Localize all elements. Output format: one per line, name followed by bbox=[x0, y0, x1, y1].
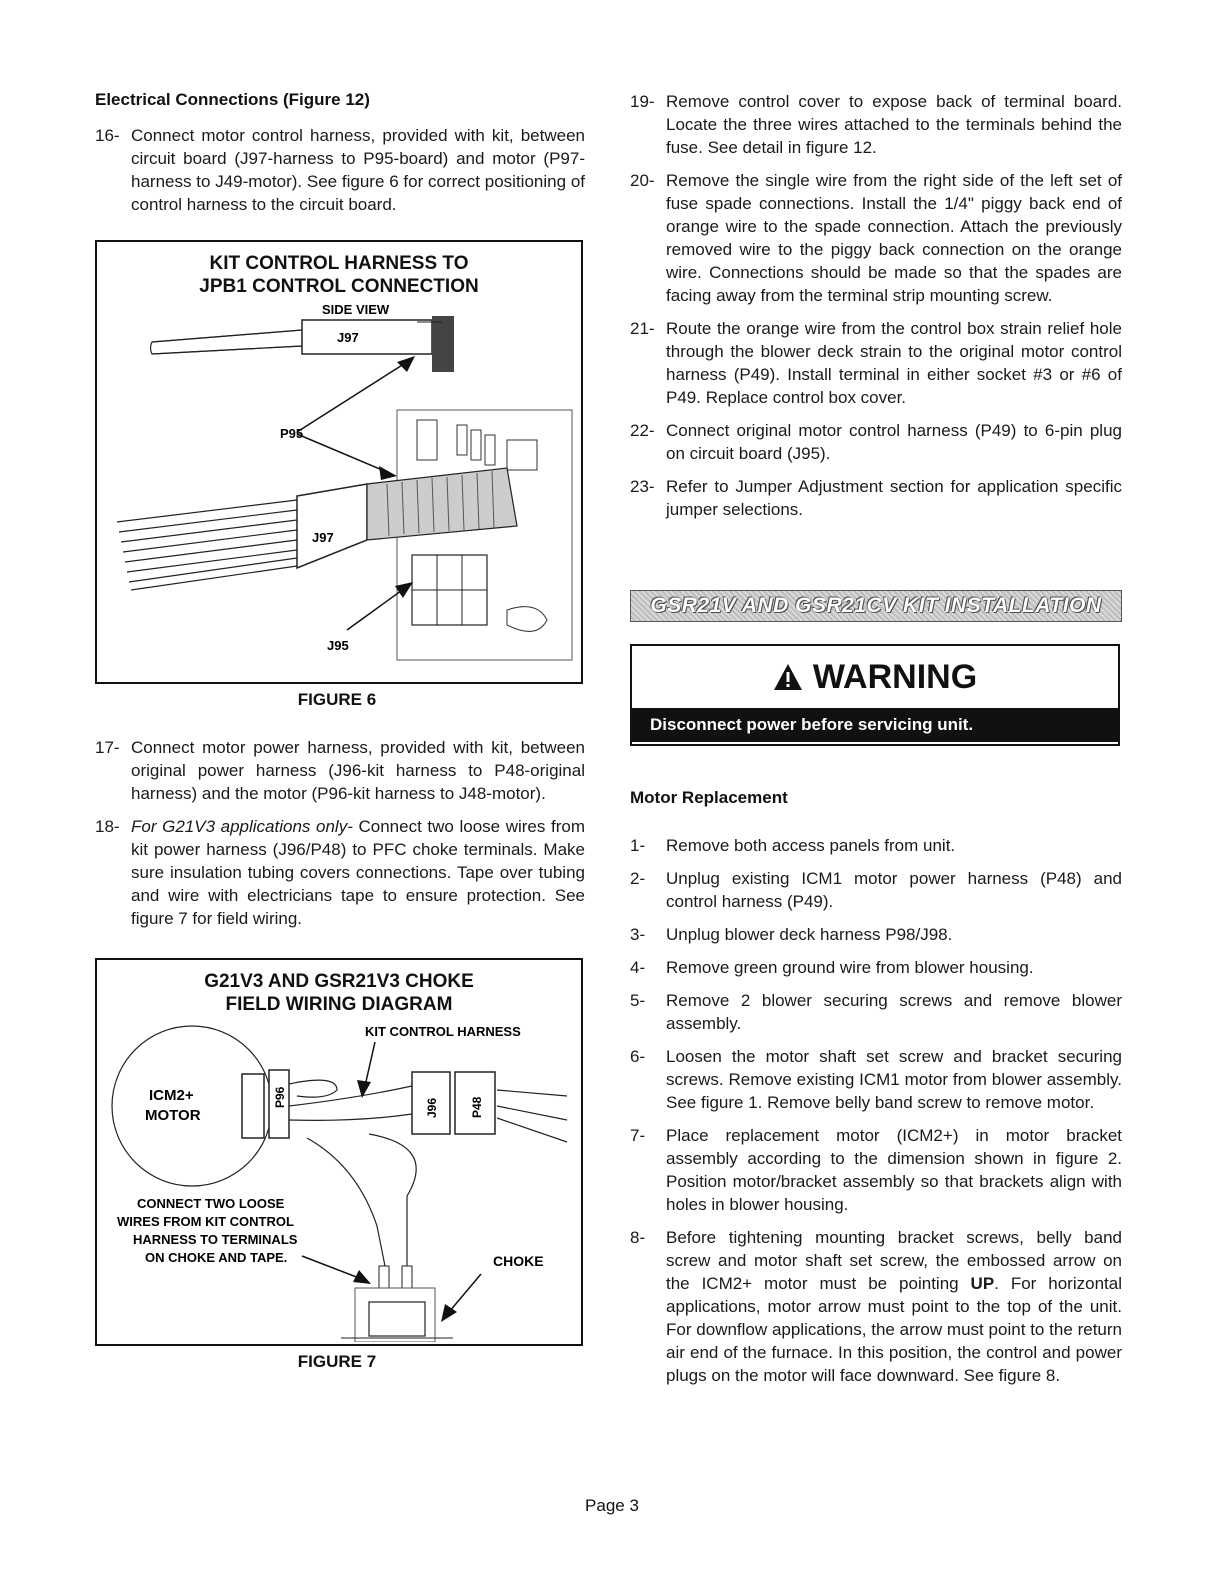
step-number: 21- bbox=[630, 319, 655, 338]
motor-step-5 bbox=[630, 989, 1122, 1035]
step-text: Connect motor control harness, provided with kit, between circuit board (J97-harness to P95-board) and motor (P97-harness to J49-motor). See figure 6 for correct positioning of control harness to the circuit board. bbox=[131, 126, 585, 214]
step-text bbox=[666, 1226, 1122, 1387]
arrow-to-board bbox=[379, 466, 397, 480]
kit-installation-banner bbox=[630, 590, 1122, 622]
step-text: Remove green ground wire from blower housing. bbox=[666, 958, 1034, 977]
side-view-connector bbox=[302, 320, 432, 354]
j96-label: J96 bbox=[425, 1097, 439, 1118]
motor-step-3 bbox=[630, 923, 1122, 946]
figure-7-title bbox=[97, 970, 581, 1016]
figure-6-illustration bbox=[97, 300, 581, 680]
choke-label: CHOKE bbox=[493, 1253, 544, 1269]
note-line3: HARNESS TO TERMINALS bbox=[133, 1232, 298, 1247]
step-20 bbox=[630, 169, 1122, 307]
motor-replacement-section bbox=[630, 788, 1122, 1397]
step-number: 3- bbox=[630, 925, 646, 944]
step-number: 2- bbox=[630, 869, 646, 888]
motor-step-8 bbox=[630, 1226, 1122, 1387]
motor-step-2 bbox=[630, 867, 1122, 913]
step-text: Remove control cover to expose back of terminal board. Locate the three wires attached to the terminals behind the fuse. See detail in figure 12. bbox=[666, 92, 1122, 157]
step-number: 4- bbox=[630, 958, 646, 977]
step-text: Place replacement motor (ICM2+) in motor bracket assembly according to the dimension shown in figure 2. Position motor/bracket assembly so that brackets align with holes in blower housing. bbox=[666, 1126, 1122, 1214]
step-number: 16- bbox=[95, 126, 120, 145]
step-text bbox=[131, 815, 585, 930]
motor-replacement-heading: Motor Replacement bbox=[630, 788, 788, 807]
arrow-to-choke bbox=[441, 1304, 457, 1322]
figure-6-title bbox=[97, 252, 581, 298]
board-header bbox=[367, 468, 517, 540]
banner-text: GSR21V AND GSR21CV KIT INSTALLATION bbox=[650, 594, 1102, 617]
step-22 bbox=[630, 419, 1122, 465]
step-18 bbox=[95, 815, 585, 930]
step-17 bbox=[95, 736, 585, 805]
step-number: 18- bbox=[95, 817, 120, 836]
step-number: 1- bbox=[630, 836, 646, 855]
figure-7-illustration bbox=[97, 1016, 581, 1342]
warning-box bbox=[630, 644, 1120, 746]
choke-note bbox=[117, 1196, 298, 1265]
step-8-part-b: . For horizontal applications, motor arrow must point to the top of the unit. For downflow applications, the arrow must point to the return air end of the furnace. In this position, the control and power plugs on the motor will face downward. See figure 8. bbox=[666, 1274, 1122, 1385]
figure-6-title-line1: KIT CONTROL HARNESS TO bbox=[209, 253, 469, 274]
step-text: Route the orange wire from the control box strain relief hole through the blower deck strain to the original motor control harness (P49). Install terminal in either socket #3 or #6 of P49. Replace control box cover. bbox=[666, 319, 1122, 407]
p48-label: P48 bbox=[470, 1096, 484, 1118]
step-number: 6- bbox=[630, 1047, 646, 1066]
note-line4: ON CHOKE AND TAPE. bbox=[145, 1250, 288, 1265]
ribbon-cable bbox=[117, 500, 297, 590]
note-line1: CONNECT TWO LOOSE bbox=[137, 1196, 285, 1211]
step-number: 19- bbox=[630, 92, 655, 111]
step-number: 17- bbox=[95, 738, 120, 757]
board-standoff bbox=[507, 607, 547, 632]
p95-label: P95 bbox=[280, 426, 304, 441]
warning-word: WARNING bbox=[812, 657, 978, 696]
step-16 bbox=[95, 124, 585, 216]
step-8-part-a: Before tightening mounting bracket screws, belly band screw and motor shaft set screw, the embossed arrow on the ICM2+ motor must be pointing bbox=[666, 1228, 1122, 1293]
kit-control-harness-label: KIT CONTROL HARNESS bbox=[365, 1024, 521, 1039]
choke-terminal-1 bbox=[379, 1266, 389, 1288]
step-number: 22- bbox=[630, 421, 655, 440]
motor-step-6 bbox=[630, 1045, 1122, 1114]
step-text: Remove the single wire from the right side of the left set of fuse spade connections. Install the 1/4" piggy back end of orange wire to the spade connection. Attach the previously removed wire to the piggy back connection on the orange wire. Connections should be made so that the spades are facing away from the terminal strip mounting screw. bbox=[666, 171, 1122, 305]
motor-label-line1: ICM2+ bbox=[149, 1087, 194, 1104]
board-components bbox=[417, 420, 537, 470]
j97-top-label: J97 bbox=[337, 330, 359, 345]
arrow-to-j95 bbox=[395, 582, 413, 598]
step-number: 20- bbox=[630, 171, 655, 190]
j95-label: J95 bbox=[327, 638, 349, 653]
motor-step-4 bbox=[630, 956, 1122, 979]
step-23 bbox=[630, 475, 1122, 521]
step-number: 8- bbox=[630, 1228, 646, 1247]
figure-6-title-line2: JPB1 CONTROL CONNECTION bbox=[199, 276, 479, 297]
step-number: 23- bbox=[630, 477, 655, 496]
motor-step-1 bbox=[630, 834, 1122, 857]
motor-connector bbox=[242, 1074, 264, 1138]
arrow-to-terminals bbox=[353, 1270, 371, 1284]
motor-label-line2: MOTOR bbox=[145, 1107, 201, 1124]
step-text: Connect original motor control harness (P49) to 6-pin plug on circuit board (J95). bbox=[666, 421, 1122, 463]
step-number: 5- bbox=[630, 991, 646, 1010]
figure-6-caption: FIGURE 6 bbox=[297, 690, 377, 709]
warning-header bbox=[632, 646, 1118, 708]
step-18-body: Connect two loose wires from kit power harness (J96/P48) to PFC choke terminals. Make sure insulation tubing covers connections. Tape over tubing and wire with electricians tape to ensure protection. See figure 7 for field wiring. bbox=[131, 817, 585, 928]
step-text: Unplug existing ICM1 motor power harness (P48) and control harness (P49). bbox=[666, 869, 1122, 911]
step-8-bold: UP bbox=[970, 1274, 995, 1293]
left-column bbox=[95, 90, 585, 1372]
figure-7-title-line2: FIELD WIRING DIAGRAM bbox=[225, 994, 453, 1015]
step-19 bbox=[630, 90, 1122, 159]
j97-plug bbox=[297, 484, 367, 568]
figure-7-caption: FIGURE 7 bbox=[297, 1352, 377, 1371]
page-number: Page 3 bbox=[585, 1496, 639, 1515]
right-column bbox=[630, 90, 1122, 531]
step-text: Refer to Jumper Adjustment section for application specific jumper selections. bbox=[666, 477, 1122, 519]
j97-bottom-label: J97 bbox=[312, 530, 334, 545]
step-text: Unplug blower deck harness P98/J98. bbox=[666, 925, 953, 944]
motor-step-7 bbox=[630, 1124, 1122, 1216]
figure-6-box bbox=[95, 240, 583, 684]
step-number: 7- bbox=[630, 1126, 646, 1145]
arrow-to-side-view bbox=[397, 356, 415, 372]
step-18-italic: For G21V3 applications only- bbox=[131, 817, 353, 836]
figure-7-box bbox=[95, 958, 583, 1346]
side-view-label: SIDE VIEW bbox=[322, 302, 390, 317]
warning-message: Disconnect power before servicing unit. bbox=[632, 708, 1118, 742]
step-text: Remove both access panels from unit. bbox=[666, 836, 956, 855]
electrical-connections-heading: Electrical Connections (Figure 12) bbox=[95, 90, 370, 109]
step-21 bbox=[630, 317, 1122, 409]
step-text: Connect motor power harness, provided with kit, between original power harness (J96-kit harness to P48-original harness) and the motor (P96-kit harness to J48-motor). bbox=[131, 738, 585, 803]
step-text: Loosen the motor shaft set screw and bracket securing screws. Remove existing ICM1 motor from blower assembly. See figure 1. Remove belly band screw to remove motor. bbox=[666, 1047, 1122, 1112]
step-text: Remove 2 blower securing screws and remove blower assembly. bbox=[666, 991, 1122, 1033]
figure-7-title-line1: G21V3 AND GSR21V3 CHOKE bbox=[204, 971, 474, 992]
side-view-board-edge bbox=[432, 316, 454, 372]
note-line2: WIRES FROM KIT CONTROL bbox=[117, 1214, 294, 1229]
warning-triangle-icon bbox=[773, 663, 803, 691]
p96-label: P96 bbox=[273, 1086, 287, 1108]
choke-terminal-2 bbox=[402, 1266, 412, 1288]
